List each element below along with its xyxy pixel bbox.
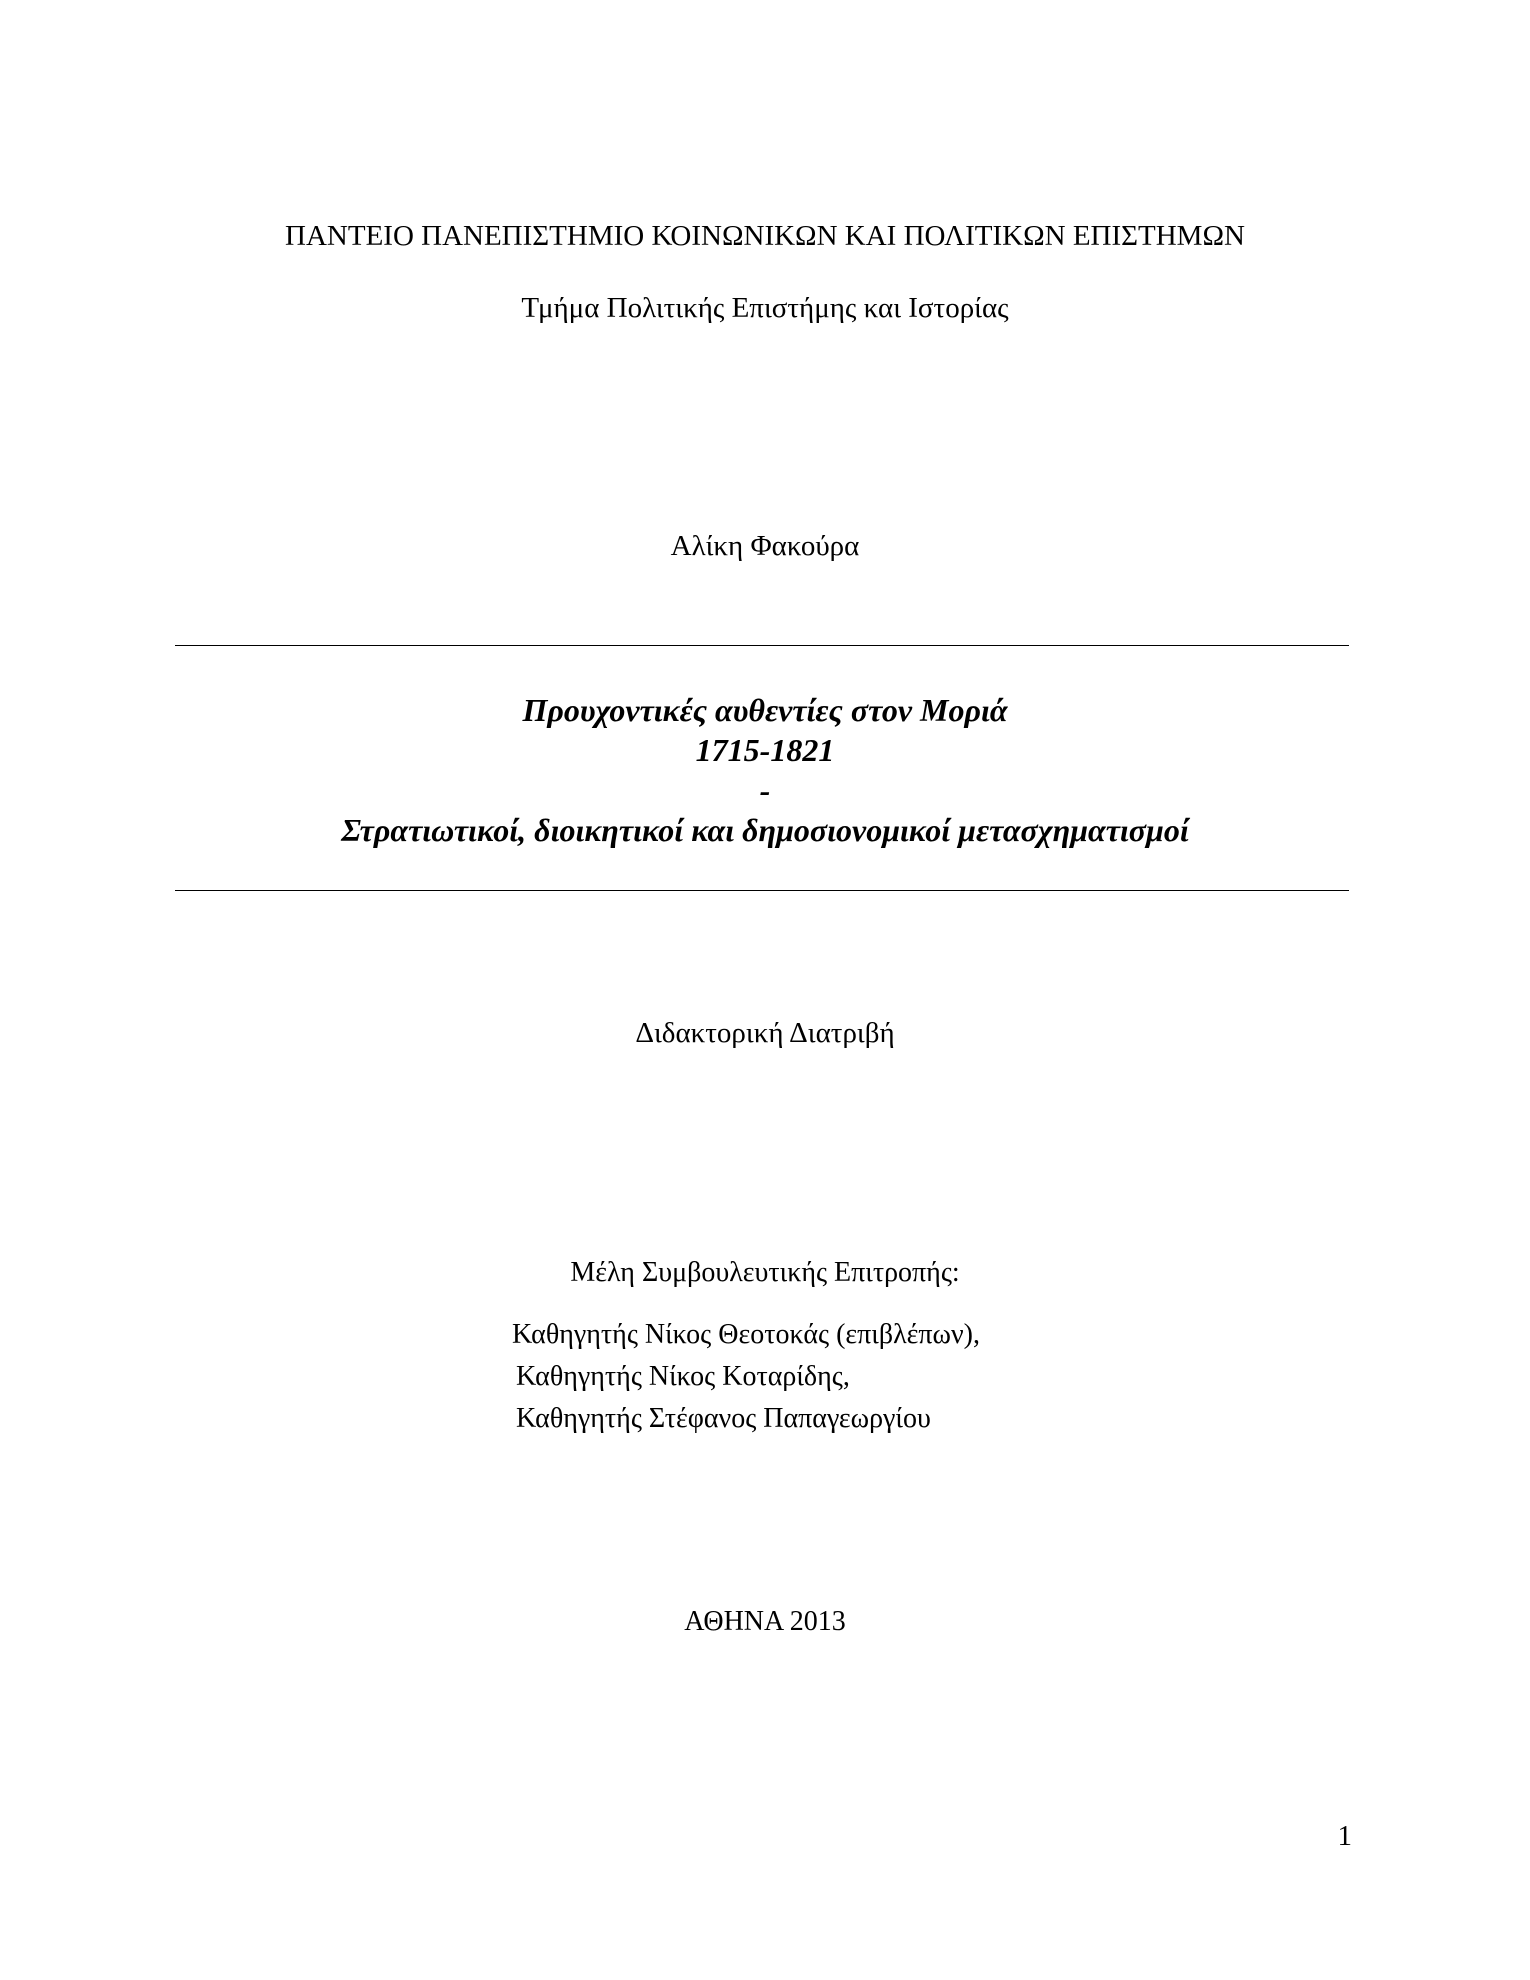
bottom-divider — [175, 890, 1349, 891]
document-type: Διδακτορική Διατριβή — [635, 1017, 895, 1049]
committee-member: Καθηγητής Νίκος Θεοτοκάς (επιβλέπων), — [512, 1319, 980, 1350]
thesis-title-separator: - — [759, 772, 771, 808]
thesis-title-line-1: Προυχοντικές αυθεντίες στον Μοριά — [522, 692, 1008, 728]
committee-member: Καθηγητής Νίκος Κοταρίδης, — [516, 1361, 850, 1392]
thesis-subtitle: Στρατιωτικοί, διοικητικοί και δημοσιονομικοί μετασχηματισμοί — [341, 812, 1189, 848]
page-number: 1 — [1337, 1820, 1352, 1852]
committee-member: Καθηγητής Στέφανος Παπαγεωργίου — [516, 1403, 931, 1434]
author-name: Αλίκη Φακούρα — [670, 530, 860, 562]
top-divider — [175, 645, 1349, 646]
university-name: ΠΑΝΤΕΙΟ ΠΑΝΕΠΙΣΤΗΜΙΟ ΚΟΙΝΩΝΙΚΩΝ ΚΑΙ ΠΟΛΙΤΙΚΩΝ ΕΠΙΣΤΗΜΩΝ — [285, 220, 1245, 252]
thesis-title-years: 1715-1821 — [695, 732, 835, 768]
place-and-year: ΑΘΗΝΑ 2013 — [684, 1606, 846, 1637]
department-name: Τμήμα Πολιτικής Επιστήμης και Ιστορίας — [521, 292, 1009, 324]
committee-heading: Μέλη Συμβουλευτικής Επιτροπής: — [570, 1257, 960, 1288]
